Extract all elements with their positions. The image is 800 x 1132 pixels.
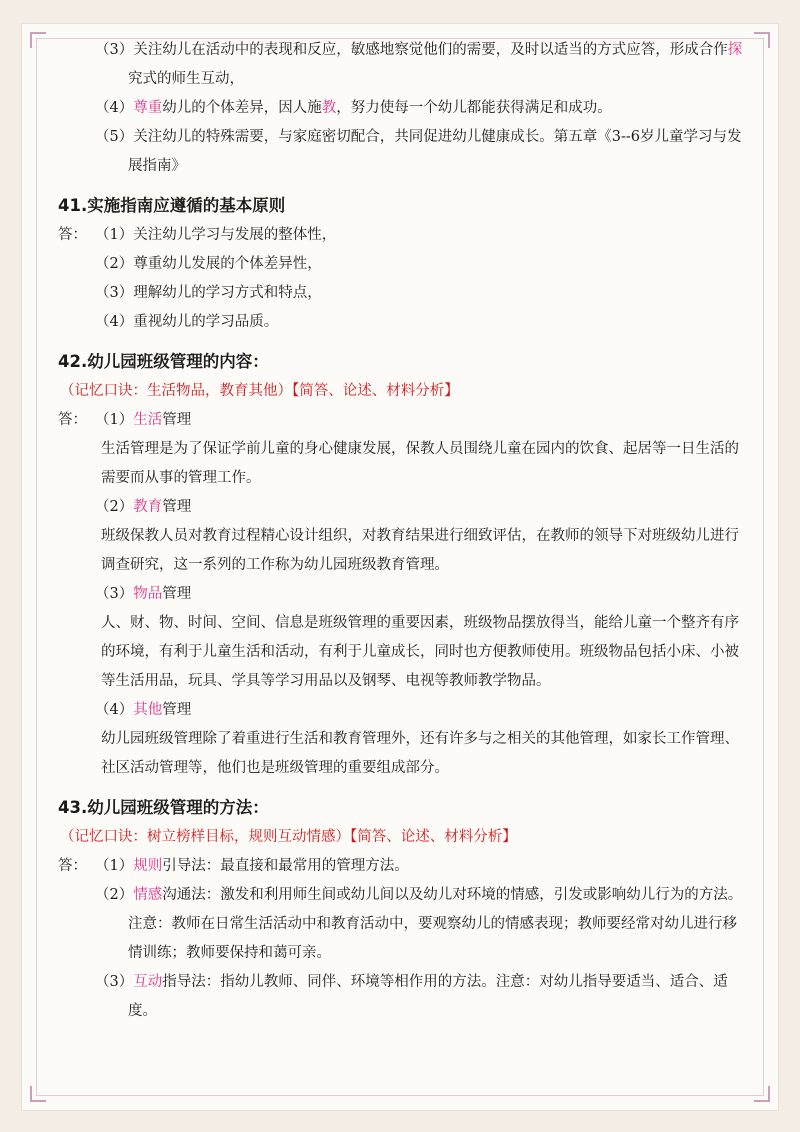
q41-item-4: （4）重视幼儿的学习品质。 [95,314,279,330]
intro-item-5: （5）关注幼儿的特殊需要，与家庭密切配合，共同促进幼儿健康成长。第五章《3--6岁儿童学习与发展指南》 [95,129,742,174]
highlight: 教 [321,100,337,116]
item-number: （1） [95,412,134,428]
corner-ornament [754,32,770,48]
item-number: （3） [95,974,134,990]
document-body [58,36,748,1026]
item-text: 沟通法：激发和利用师生间或幼儿间以及幼儿对环境的情感，引发或影响幼儿行为的方法。注意：教师在日常生活活动中和教育活动中，要观察幼儿的情感表现；教师要经常对幼儿进行移情训练；教师要保持和蔼可亲。 [128,887,743,961]
highlight: 教育 [133,499,163,515]
highlight: 情感 [133,887,163,903]
item-number: （2） [95,499,134,515]
item-number: （4） [95,100,134,116]
q43-item-2 [58,881,748,968]
item-title-rest: 管理 [162,702,192,718]
q41-item-1 [58,221,748,250]
q42-mnemonic: （记忆口诀：生活物品，教育其他）【简答、论述、材料分析】 [60,383,459,399]
q43-item-1 [58,852,748,881]
q43-heading: 43.幼儿园班级管理的方法： [58,798,269,817]
highlight: 其他 [133,702,163,718]
intro-item-4-text-end: ，努力使每一个幼儿都能获得满足和成功。 [336,100,612,116]
q42-item-2-title [58,493,748,522]
q42-item-3-body: 人、财、物、时间、空间、信息是班级管理的重要因素，班级物品摆放得当，能给儿童一个整齐有序的环境，有利于儿童生活和活动，有利于儿童成长，同时也方便教师使用。班级物品包括小床、小被等生活用品，玩具、学具等学习用品以及钢琴、电视等教师教学物品。 [101,615,739,689]
q41-heading: 41.实施指南应遵循的基本原则 [58,196,286,215]
corner-ornament [754,1086,770,1102]
q42-item-4-body: 幼儿园班级管理除了着重进行生活和教育管理外，还有许多与之相关的其他管理，如家长工作管理、社区活动管理等，他们也是班级管理的重要组成部分。 [101,731,739,776]
highlight: 尊重 [133,100,163,116]
highlight: 生活 [133,412,163,428]
q41-item-2: （2）尊重幼儿发展的个体差异性， [95,256,322,272]
q41-item-3: （3）理解幼儿的学习方式和特点， [95,285,322,301]
item-title-rest: 管理 [162,586,192,602]
answer-label: 答： [58,227,87,243]
q42-heading: 42.幼儿园班级管理的内容： [58,352,269,371]
item-text: 引导法：最直接和最常用的管理方法。 [162,858,409,874]
item-number: （3） [95,586,134,602]
answer-label: 答： [58,858,87,874]
q43-mnemonic: （记忆口诀：树立榜样目标，规则互动情感）【简答、论述、材料分析】 [60,829,517,845]
q43-item-3 [58,968,748,1026]
q42-item-1-body: 生活管理是为了保证学前儿童的身心健康发展，保教人员围绕儿童在园内的饮食、起居等一日生活的需要而从事的管理工作。 [101,441,739,486]
item-text: 指导法：指幼儿教师、同伴、环境等相作用的方法。注意：对幼儿指导要适当、适合、适度。 [128,974,728,1019]
highlight: 互动 [133,974,163,990]
item-number: （2） [95,887,134,903]
item-number: （4） [95,702,134,718]
answer-label: 答： [58,412,87,428]
highlight: 探 [727,42,743,58]
highlight: 规则 [133,858,163,874]
corner-ornament [30,1086,46,1102]
q41-item-text: （1）关注幼儿学习与发展的整体性， [95,227,337,243]
intro-item-4 [58,94,748,123]
intro-item-4-text: 幼儿的个体差异，因人施 [162,100,322,116]
item-number: （1） [95,858,134,874]
item-title-rest: 管理 [162,412,192,428]
intro-item-3 [58,36,748,94]
item-title-rest: 管理 [162,499,192,515]
q42-item-4-title [58,696,748,725]
intro-item-3-text: （3）关注幼儿在活动中的表现和反应，敏感地察觉他们的需要，及时以适当的方式应答，形成合作 [95,42,728,58]
highlight: 物品 [133,586,163,602]
intro-item-3-text-end: 究式的师生互动， [128,71,244,87]
q42-item-1-title [58,406,748,435]
corner-ornament [30,32,46,48]
q42-item-3-title [58,580,748,609]
q42-item-2-body: 班级保教人员对教育过程精心设计组织，对教育结果进行细致评估，在教师的领导下对班级幼儿进行调查研究，这一系列的工作称为幼儿园班级教育管理。 [101,528,739,573]
